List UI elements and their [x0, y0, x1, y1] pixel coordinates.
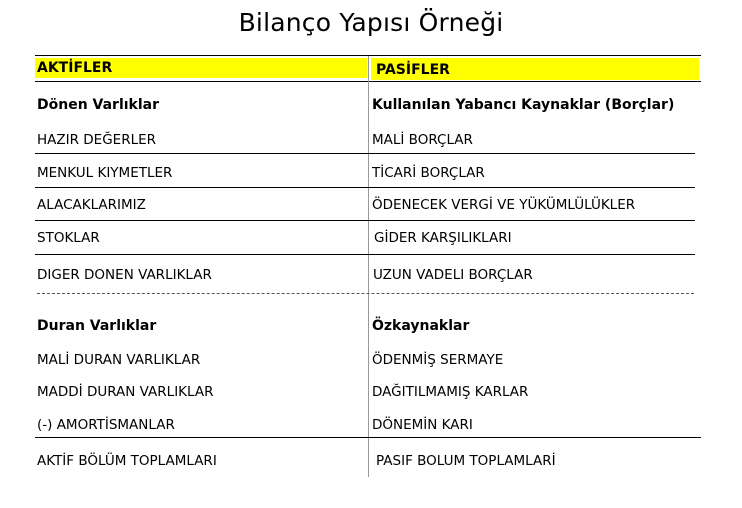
- header-aktifler: AKTİFLER: [37, 60, 113, 76]
- row-left-hazir-degerler: HAZIR DEĞERLER: [37, 132, 157, 148]
- row-rule: [35, 220, 695, 221]
- row-right-odenmis-sermaye: ÖDENMİŞ SERMAYE: [372, 352, 504, 368]
- row-left-maddi-duran-varliklar: MADDİ DURAN VARLIKLAR: [37, 384, 214, 400]
- row-right-mali-borclar: MALİ BORÇLAR: [372, 132, 473, 148]
- row-left-amortismanlar: (-) AMORTİSMANLAR: [37, 417, 175, 433]
- row-right-gider-karsiliklari: GİDER KARŞILIKLARI: [374, 230, 512, 246]
- row-rule: [35, 254, 695, 255]
- row-rule: [35, 187, 695, 188]
- row-right-dagitilmamis-karlar: DAĞITILMAMIŞ KARLAR: [372, 384, 529, 400]
- row-left-menkul-kiymetler: MENKUL KIYMETLER: [37, 165, 173, 181]
- section-separator: [37, 293, 694, 294]
- row-left-alacaklarimiz: ALACAKLARIMIZ: [37, 197, 146, 213]
- row-left-mali-duran-varliklar: MALİ DURAN VARLIKLAR: [37, 352, 201, 368]
- row-right-ticari-borclar: TİCARİ BORÇLAR: [372, 165, 485, 181]
- heading-ozkaynaklar: Özkaynaklar: [372, 318, 470, 334]
- totals-top-rule: [35, 437, 701, 438]
- column-divider: [368, 56, 369, 477]
- row-left-stoklar: STOKLAR: [37, 230, 100, 246]
- document-title: Bilanço Yapısı Örneği: [238, 8, 504, 37]
- heading-donen-varliklar: Dönen Varlıklar: [37, 97, 160, 113]
- row-right-odenecek-vergi: ÖDENECEK VERGİ VE YÜKÜMLÜLÜKLER: [372, 197, 636, 213]
- heading-duran-varliklar: Duran Varlıklar: [37, 318, 157, 334]
- row-left-diger-donen-varliklar: DIGER DONEN VARLIKLAR: [37, 267, 212, 283]
- heading-yabanci-kaynaklar: Kullanılan Yabancı Kaynaklar (Borçlar): [372, 97, 675, 113]
- row-right-donemin-kari: DÖNEMİN KARI: [372, 417, 473, 433]
- row-right-uzun-vadeli-borclar: UZUN VADELI BORÇLAR: [373, 267, 533, 283]
- header-pasifler: PASİFLER: [376, 62, 450, 78]
- total-pasif: PASIF BOLUM TOPLAMLARİ: [376, 453, 556, 469]
- total-aktif: AKTİF BÖLÜM TOPLAMLARI: [37, 453, 217, 469]
- row-rule: [35, 153, 695, 154]
